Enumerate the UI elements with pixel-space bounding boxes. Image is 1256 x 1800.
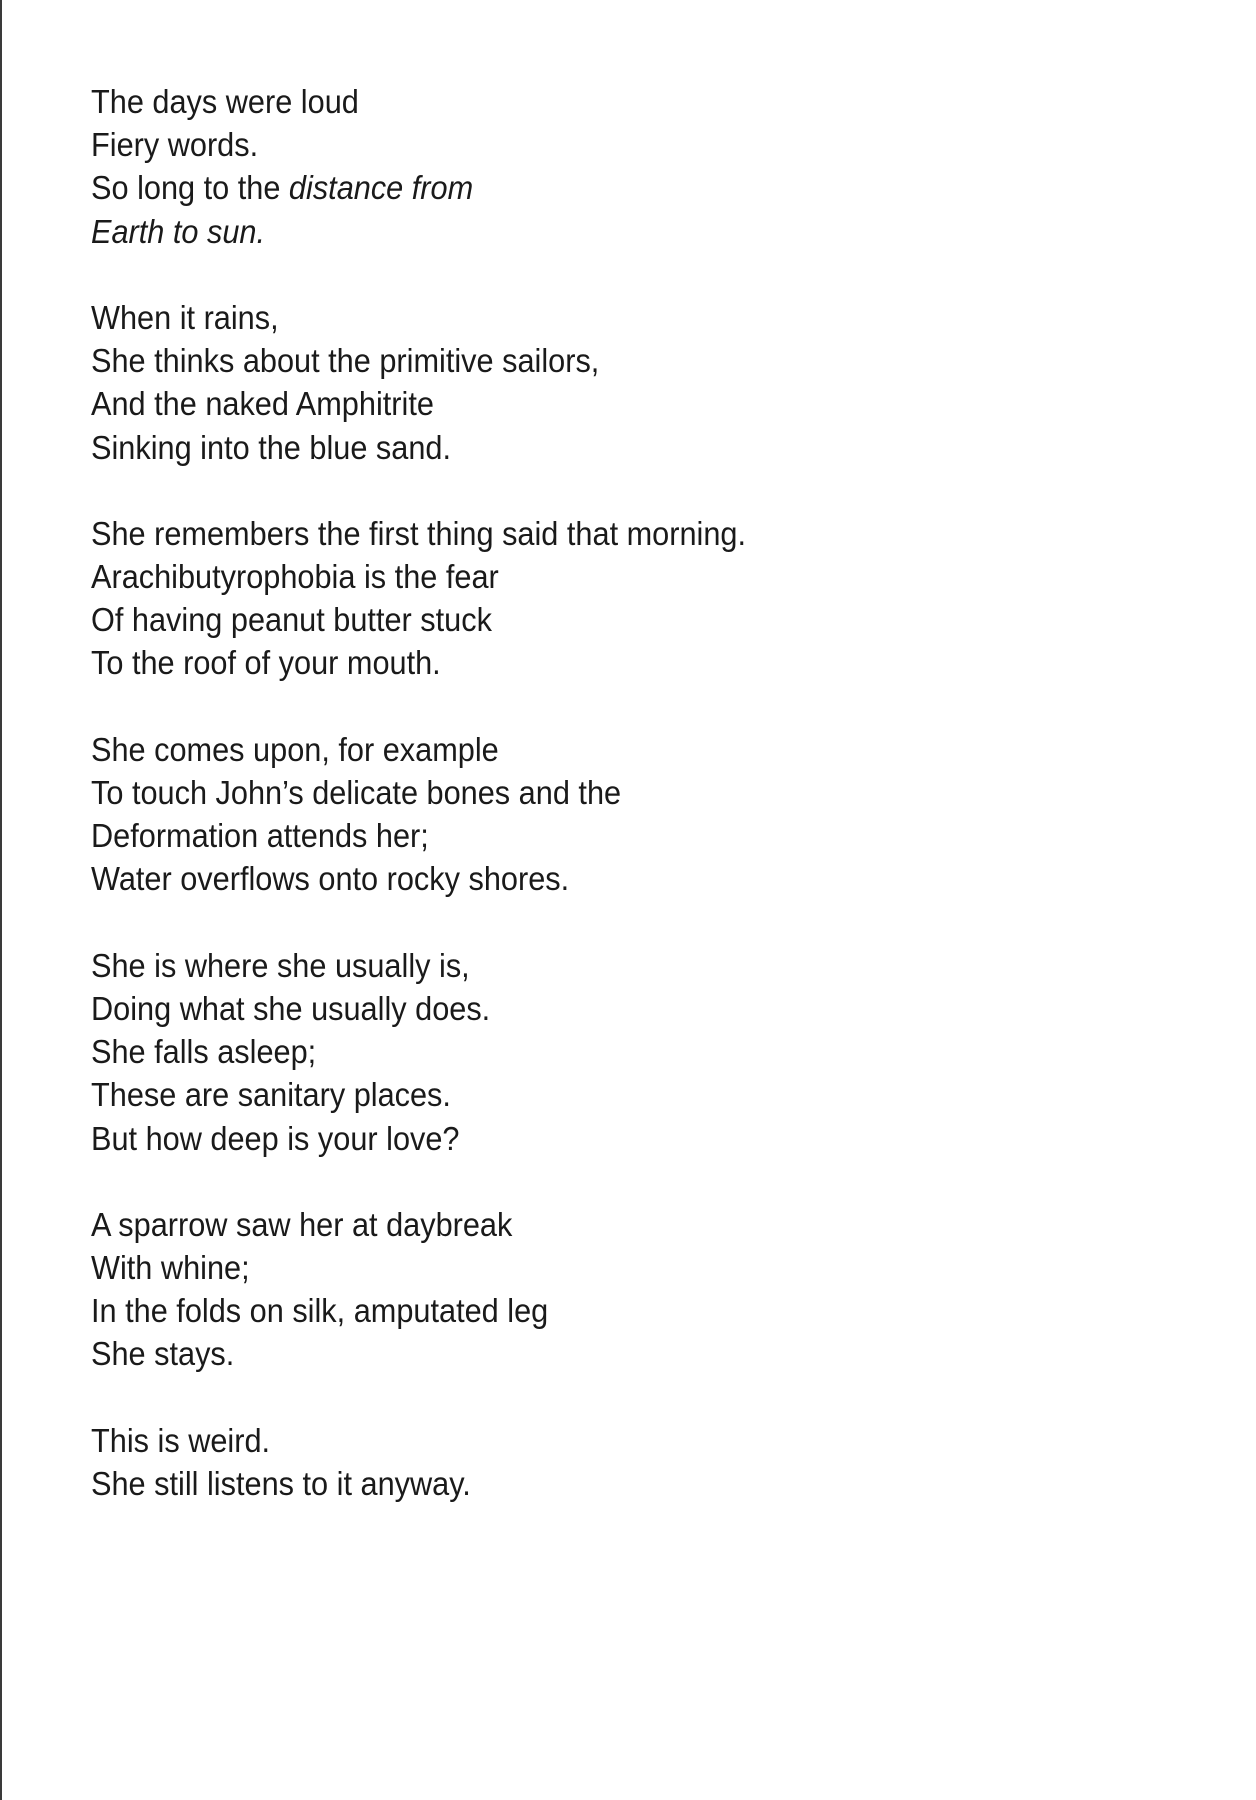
poem-stanza — [91, 1203, 1114, 1376]
poem-line — [91, 210, 1114, 253]
poem-stanza — [91, 944, 1114, 1160]
poem-stanza — [91, 728, 1114, 901]
poem-line — [91, 771, 1114, 814]
poem-text-italic: Earth to sun. — [91, 212, 266, 250]
poem-line — [91, 426, 1114, 469]
poem-line — [91, 1203, 1114, 1246]
poem-text: Arachibutyrophobia is the fear — [91, 558, 499, 596]
poem-line — [91, 1117, 1114, 1160]
poem-text: Fiery words. — [91, 126, 259, 164]
poem-text: With whine; — [91, 1249, 250, 1287]
poem-body — [91, 80, 1114, 1548]
poem-text: She stays. — [91, 1335, 235, 1373]
poem-text: A sparrow saw her at daybreak — [91, 1205, 513, 1243]
poem-text: When it rains, — [91, 298, 279, 336]
poem-stanza — [91, 80, 1114, 253]
poem-text: She is where she usually is, — [91, 946, 470, 984]
poem-line — [91, 1030, 1114, 1073]
poem-line — [91, 944, 1114, 987]
poem-text: Of having peanut butter stuck — [91, 601, 492, 639]
poem-text: The days were loud — [91, 83, 359, 120]
poem-line — [91, 598, 1114, 641]
poem-text: Deformation attends her; — [91, 817, 429, 855]
poem-line — [91, 80, 1114, 123]
poem-text: She falls asleep; — [91, 1033, 317, 1071]
poem-text: Water overflows onto rocky shores. — [91, 860, 570, 898]
poem-line — [91, 1462, 1114, 1505]
poem-line — [91, 1289, 1114, 1332]
poem-line — [91, 339, 1114, 382]
poem-text: She thinks about the primitive sailors, — [91, 342, 600, 380]
poem-stanza — [91, 296, 1114, 469]
poem-text-italic: distance from — [288, 169, 474, 207]
poem-text: These are sanitary places. — [91, 1076, 451, 1114]
poem-line — [91, 382, 1114, 425]
poem-text: She comes upon, for example — [91, 730, 499, 768]
poem-line — [91, 512, 1114, 555]
poem-line — [91, 1246, 1114, 1289]
poem-stanza — [91, 512, 1114, 685]
poem-text: She still listens to it anyway. — [91, 1465, 471, 1502]
poem-line — [91, 728, 1114, 771]
poem-line — [91, 814, 1114, 857]
poem-line — [91, 1419, 1114, 1462]
poem-text: She remembers the first thing said that morning. — [91, 514, 747, 552]
poem-line — [91, 166, 1114, 209]
poem-line — [91, 857, 1114, 900]
poem-text: To the roof of your mouth. — [91, 644, 441, 682]
poem-line — [91, 1073, 1114, 1116]
poem-text: So long to the — [91, 169, 289, 207]
poem-text: And the naked Amphitrite — [91, 385, 434, 423]
poem-line — [91, 555, 1114, 598]
poem-text: Doing what she usually does. — [91, 989, 491, 1027]
poem-text: In the folds on silk, amputated leg — [91, 1292, 549, 1330]
poem-text: This is weird. — [91, 1421, 271, 1459]
poem-text: Sinking into the blue sand. — [91, 428, 452, 466]
poem-line — [91, 987, 1114, 1030]
poem-line — [91, 1332, 1114, 1375]
poem-line — [91, 296, 1114, 339]
poem-stanza — [91, 1419, 1114, 1505]
poem-line — [91, 123, 1114, 166]
poem-text: But how deep is your love? — [91, 1119, 460, 1157]
poem-line — [91, 641, 1114, 684]
poem-text: To touch John’s delicate bones and the — [91, 774, 622, 811]
